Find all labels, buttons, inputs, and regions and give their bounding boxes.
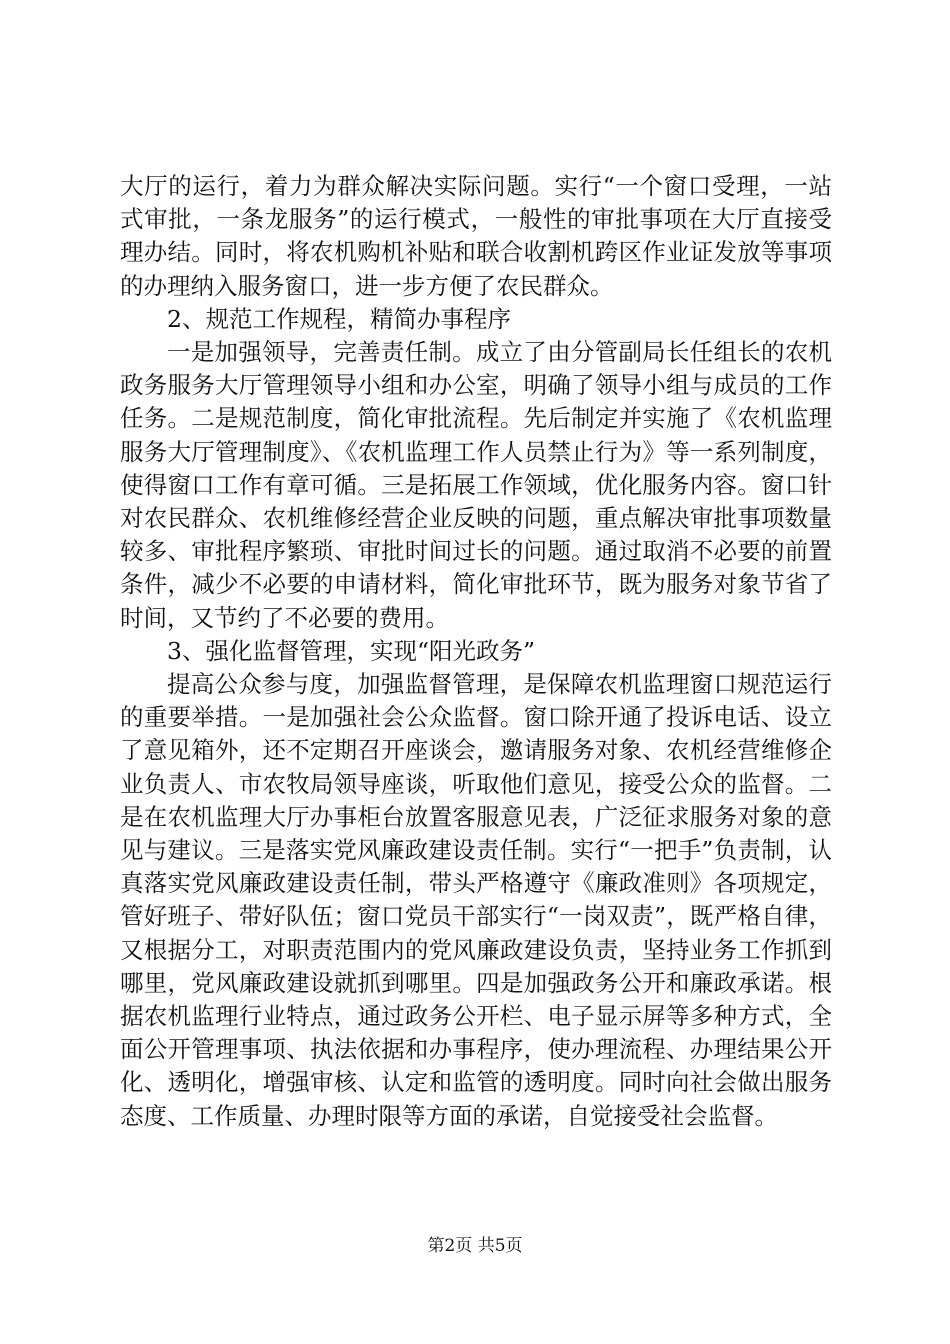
paragraph-continuation: 大厅的运行，着力为群众解决实际问题。实行“一个窗口受理，一站式审批，一条龙服务”的运行模式，一般性的审批事项在大厅直接受理办结。同时，将农机购机补贴和联合收割机跨区作业证发放等事项的办理纳入服务窗口，进一步方便了农民群众。 <box>120 172 832 300</box>
section-heading-3: 3、强化监督管理，实现“阳光政务” <box>167 636 535 665</box>
paragraph-section-3: 提高公众参与度，加强监督管理，是保障农机监理窗口规范运行的重要举措。一是加强社会公众监督。窗口除开通了投诉电话、设立了意见箱外，还不定期召开座谈会，邀请服务对象、农机经营维修企业负责人、市农牧局领导座谈，听取他们意见，接受公众的监督。二是在农机监理大厅办事柜台放置客服意见表，广泛征求服务对象的意见与建议。三是落实党风廉政建设责任制。实行“一把手”负责制，认真落实党风廉政建设责任制，带头严格遵守《廉政准则》各项规定，管好班子、带好队伍；窗口党员干部实行“一岗双责”，既严格自律，又根据分工，对职责范围内的党风廉政建设负责，坚持业务工作抓到哪里，党风廉政建设就抓到哪里。四是加强政务公开和廉政承诺。根据农机监理行业特点，通过政务公开栏、电子显示屏等多种方式，全面公开管理事项、执法依据和办事程序，使办理流程、办理结果公开化、透明化，增强审核、认定和监管的透明度。同时向社会做出服务态度、工作质量、办理时限等方面的承诺，自觉接受社会监督。 <box>120 670 832 1130</box>
section-heading-2: 2、规范工作规程，精简办事程序 <box>167 304 511 333</box>
paragraph-section-2: 一是加强领导，完善责任制。成立了由分管副局长任组长的农机政务服务大厅管理领导小组和办公室，明确了领导小组与成员的工作任务。二是规范制度，简化审批流程。先后制定并实施了《农机监理服务大厅管理制度》、《农机监理工作人员禁止行为》等一系列制度，使得窗口工作有章可循。三是拓展工作领域，优化服务内容。窗口针对农民群众、农机维修经营企业反映的问题，重点解决审批事项数量较多、审批程序繁琐、审批时间过长的问题。通过取消不必要的前置条件，减少不必要的申请材料，简化审批环节，既为服务对象节省了时间，又节约了不必要的费用。 <box>120 338 832 632</box>
page-footer: 第2页 共5页 <box>427 1236 523 1256</box>
document-body <box>120 170 832 1133</box>
